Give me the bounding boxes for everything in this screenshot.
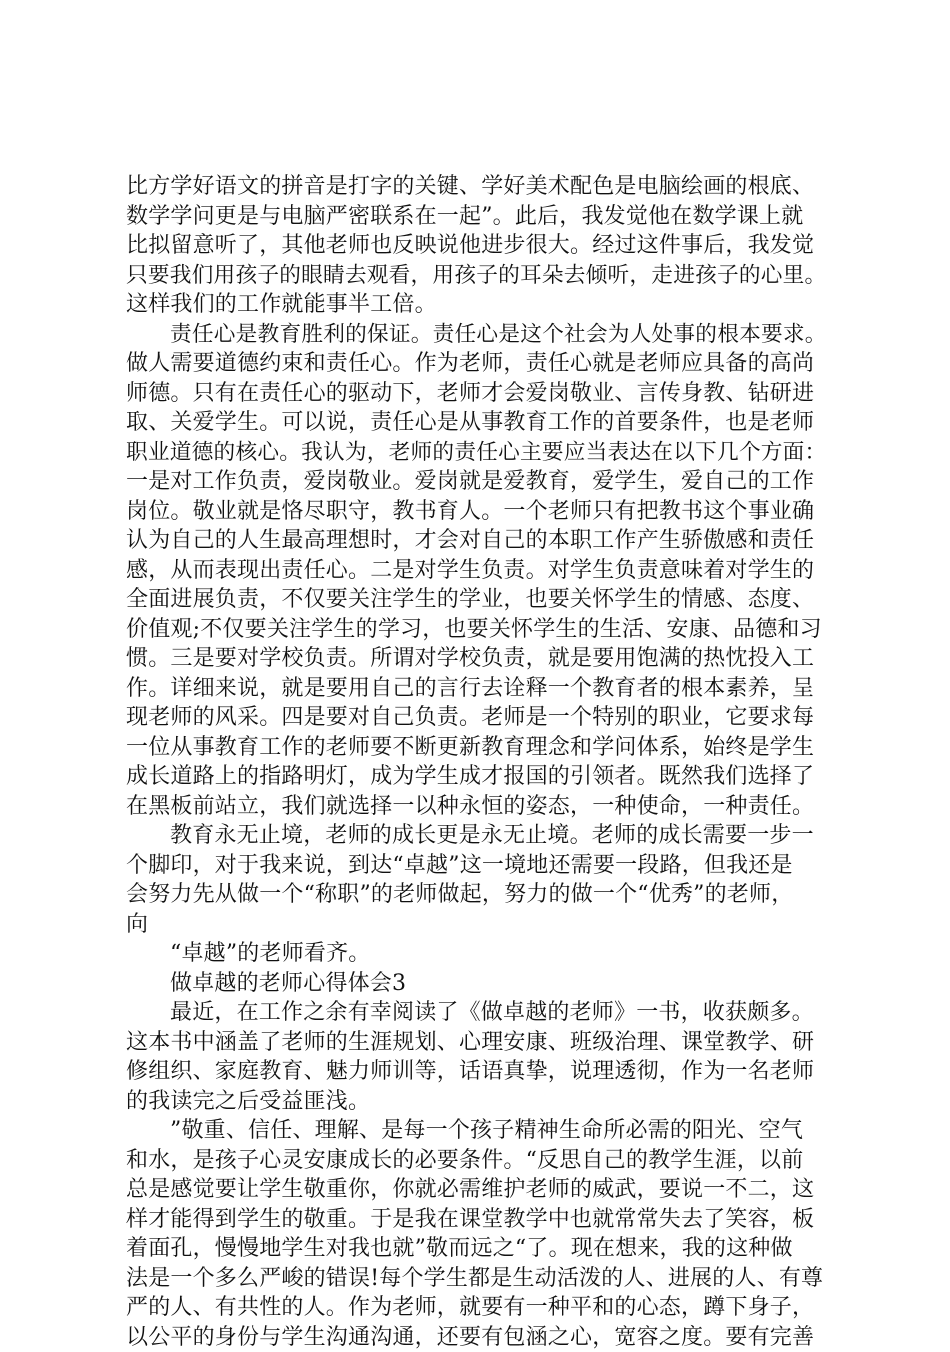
paragraph [126, 821, 826, 939]
text-line: 的我读完之后受益匪浅。 [126, 1087, 826, 1117]
text-line: 着面孔，慢慢地学生对我也就”敬而远之“了。现在想来，我的这种做 [126, 1234, 826, 1264]
section-heading-text: 做卓越的老师心得体会3 [126, 969, 826, 999]
text-line: 这本书中涵盖了老师的生涯规划、心理安康、班级治理、课堂教学、研 [126, 1028, 826, 1058]
text-line: ”敬重、信任、理解、是每一个孩子精神生命所必需的阳光、空气 [126, 1116, 826, 1146]
text-line: 价值观;不仅要关注学生的学习，也要关怀学生的生活、安康、品德和习 [126, 615, 826, 645]
text-line: 以公平的身份与学生沟通沟通，还要有包涵之心，宽容之度。要有完善 [126, 1323, 826, 1352]
paragraph [126, 939, 826, 969]
section-heading [126, 969, 826, 999]
paragraph [126, 320, 826, 822]
text-line: 成长道路上的指路明灯，成为学生成才报国的引领者。既然我们选择了 [126, 762, 826, 792]
text-line: 法是一个多么严峻的错误!每个学生都是生动活泼的人、进展的人、有尊 [126, 1264, 826, 1294]
paragraph [126, 998, 826, 1116]
text-line: 只要我们用孩子的眼睛去观看，用孩子的耳朵去倾听，走进孩子的心里。 [126, 261, 826, 291]
text-line: 严的人、有共性的人。作为老师，就要有一种平和的心态，蹲下身子， [126, 1293, 826, 1323]
text-line: 一位从事教育工作的老师要不断更新教育理念和学问体系，始终是学生 [126, 733, 826, 763]
text-line: 向 [126, 910, 826, 940]
text-line: 责任心是教育胜利的保证。责任心是这个社会为人处事的根本要求。 [126, 320, 826, 350]
text-line: 这样我们的工作就能事半工倍。 [126, 290, 826, 320]
text-line: 在黑板前站立，我们就选择一以种永恒的姿态，一种使命，一种责任。 [126, 792, 826, 822]
text-line: “卓越”的老师看齐。 [126, 939, 826, 969]
text-line: 一是对工作负责，爱岗敬业。爱岗就是爱教育，爱学生，爱自己的工作 [126, 467, 826, 497]
text-line: 做人需要道德约束和责任心。作为老师，责任心就是老师应具备的高尚 [126, 349, 826, 379]
text-line: 全面进展负责，不仅要关注学生的学业，也要关怀学生的情感、态度、 [126, 585, 826, 615]
text-line: 和水，是孩子心灵安康成长的必要条件。“反思自己的教学生涯，以前 [126, 1146, 826, 1176]
text-line: 惯。三是要对学校负责。所谓对学校负责，就是要用饱满的热忱投入工 [126, 644, 826, 674]
text-line: 数学学问更是与电脑严密联系在一起”。此后，我发觉他在数学课上就 [126, 202, 826, 232]
paragraph [126, 1116, 826, 1352]
text-line: 感，从而表现出责任心。二是对学生负责。对学生负责意味着对学生的 [126, 556, 826, 586]
text-line: 样才能得到学生的敬重。于是我在课堂教学中也就常常失去了笑容，板 [126, 1205, 826, 1235]
text-line: 取、关爱学生。可以说，责任心是从事教育工作的首要条件，也是老师 [126, 408, 826, 438]
text-line: 最近，在工作之余有幸阅读了《做卓越的老师》一书，收获颇多。 [126, 998, 826, 1028]
text-line: 修组织、家庭教育、魅力师训等，话语真挚，说理透彻，作为一名老师 [126, 1057, 826, 1087]
text-line: 认为自己的人生最高理想时，才会对自己的本职工作产生骄傲感和责任 [126, 526, 826, 556]
text-line: 作。详细来说，就是要用自己的言行去诠释一个教育者的根本素养，呈 [126, 674, 826, 704]
document-body [126, 172, 826, 1352]
text-line: 个脚印，对于我来说，到达“卓越”这一境地还需要一段路，但我还是 [126, 851, 826, 881]
text-line: 现老师的风采。四是要对自己负责。老师是一个特别的职业，它要求每 [126, 703, 826, 733]
text-line: 职业道德的核心。我认为，老师的责任心主要应当表达在以下几个方面： [126, 438, 826, 468]
text-line: 岗位。敬业就是恪尽职守，教书育人。一个老师只有把教书这个事业确 [126, 497, 826, 527]
text-line: 比拟留意听了，其他老师也反映说他进步很大。经过这件事后，我发觉 [126, 231, 826, 261]
text-line: 会努力先从做一个“称职”的老师做起，努力的做一个“优秀”的老师， [126, 880, 826, 910]
text-line: 师德。只有在责任心的驱动下，老师才会爱岗敬业、言传身教、钻研进 [126, 379, 826, 409]
text-line: 比方学好语文的拼音是打字的关键、学好美术配色是电脑绘画的根底、 [126, 172, 826, 202]
text-line: 总是感觉要让学生敬重你，你就必需维护老师的威武，要说一不二，这 [126, 1175, 826, 1205]
paragraph [126, 172, 826, 320]
text-line: 教育永无止境，老师的成长更是永无止境。老师的成长需要一步一 [126, 821, 826, 851]
